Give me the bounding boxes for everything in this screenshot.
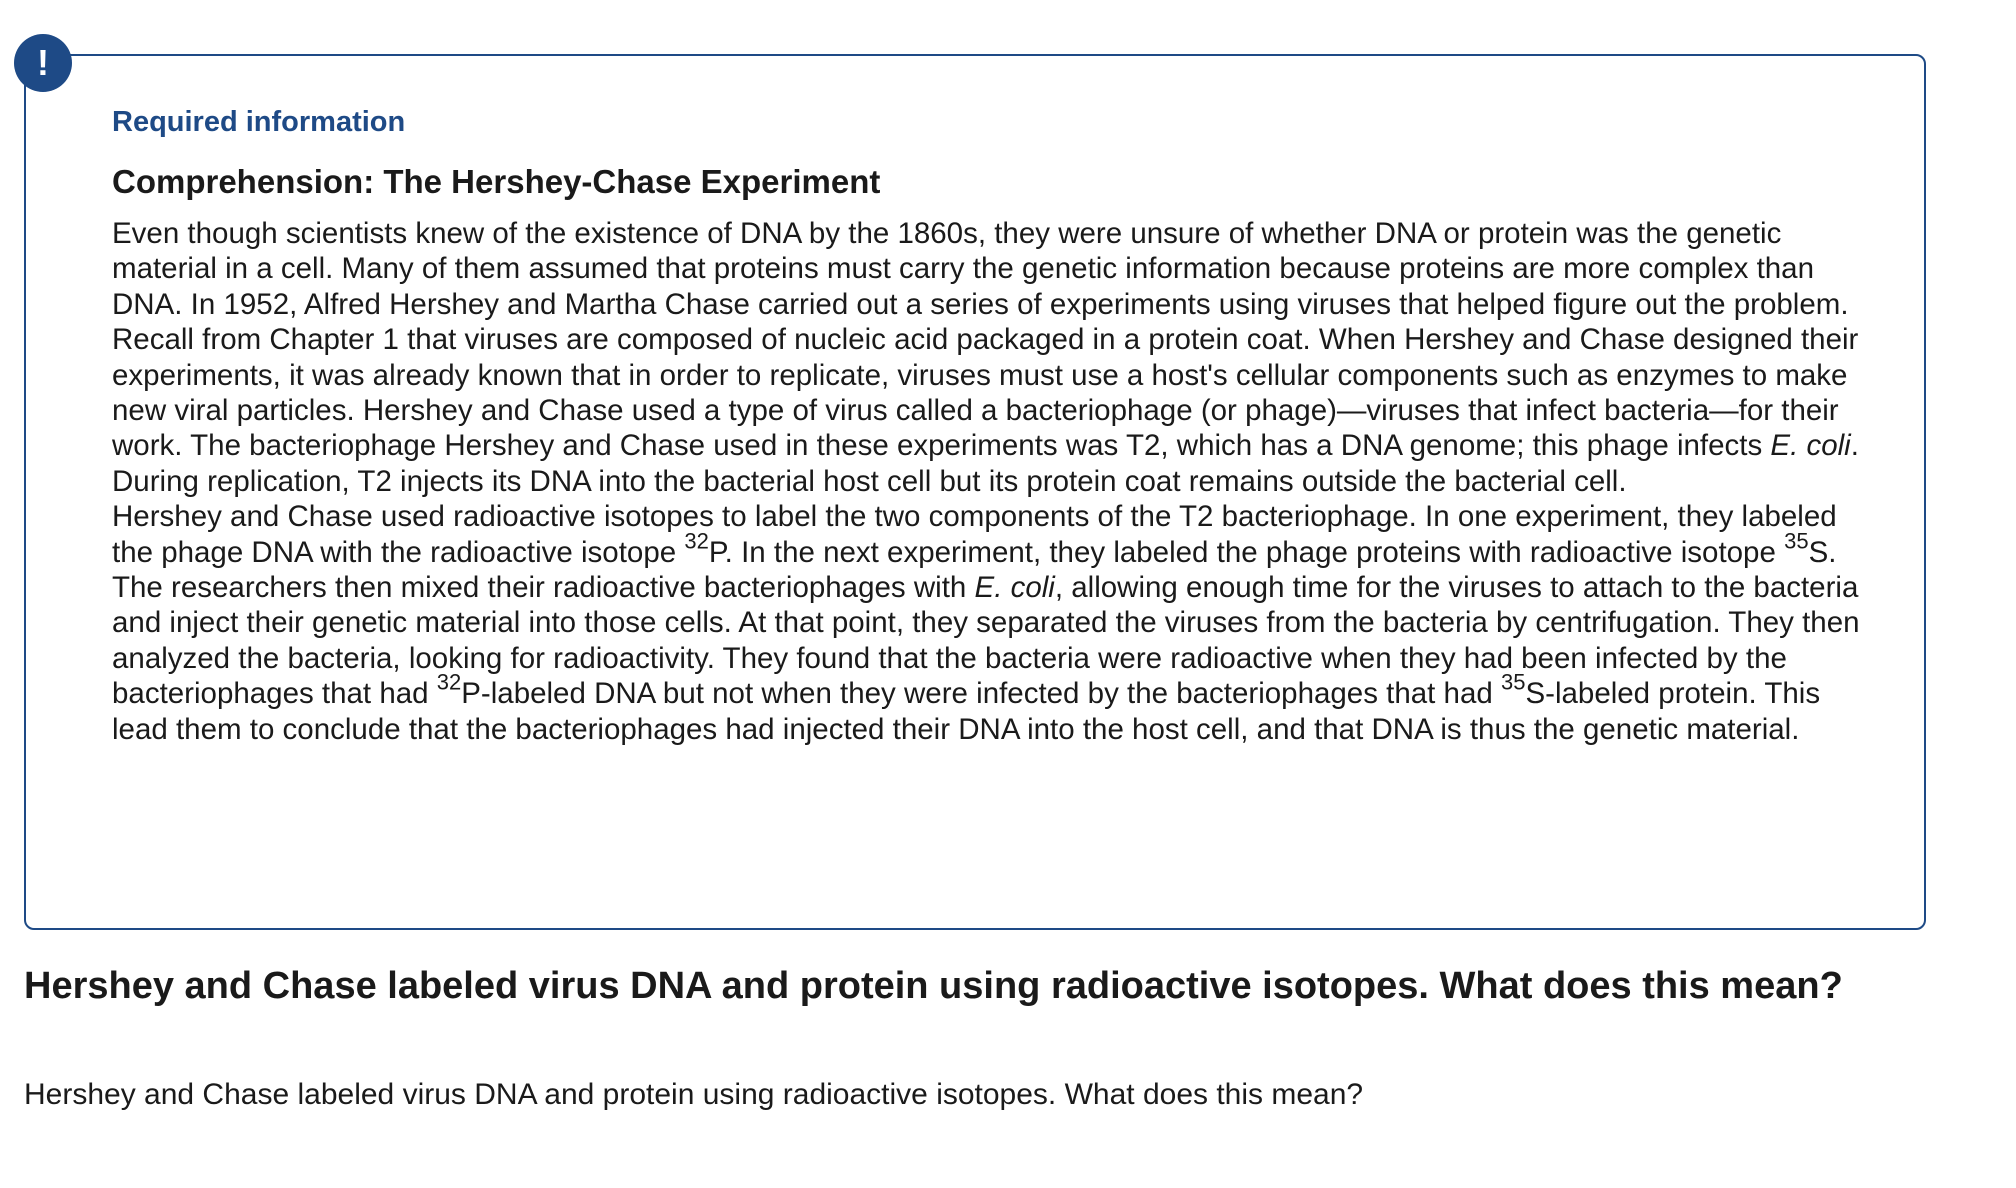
comprehension-title: Comprehension: The Hershey-Chase Experiment bbox=[112, 163, 881, 200]
required-information-box bbox=[24, 54, 1926, 930]
passage-text: S. The researchers then mixed their radioactive bacteriophages with bbox=[112, 535, 1837, 605]
isotope-superscript: 35 bbox=[1784, 528, 1809, 554]
isotope-superscript: 35 bbox=[1500, 669, 1526, 695]
isotope-superscript: 32 bbox=[436, 669, 462, 695]
passage-text: . During replication, T2 injects its DNA into the bacterial host cell but its protein coat remains outside the bacterial cell. bbox=[112, 429, 1859, 498]
passage-text: P-labeled DNA but not when they were infected by the bacteriophages that had bbox=[461, 677, 1501, 711]
passage-paragraph-2 bbox=[112, 499, 1872, 747]
passage-paragraph-1 bbox=[112, 216, 1872, 499]
species-name: E. coli bbox=[1770, 429, 1851, 463]
passage-text: , allowing enough time for the viruses to attach to the bacteria and inject their genetic material into those cells. At that point, they separated the viruses from the bacteria by centrifugation. They then analyzed the bacteria, looking for radioactivity. They found that the bacteria were radioactive when they had been infected by the bacteriophages that had bbox=[112, 571, 1860, 711]
passage-text: Hershey and Chase used radioactive isotopes to label the two components of the T2 bacteriophage. In one experiment, they labeled the phage DNA with the radioactive isotope bbox=[112, 500, 1837, 569]
passage-text: Even though scientists knew of the existence of DNA by the 1860s, they were unsure of whether DNA or protein was the genetic material in a cell. Many of them assumed that proteins must carry the genetic information because proteins are more complex than DNA. In 1952, Alfred Hershey and Martha Chase carried out a series of experiments using viruses that helped figure out the problem. Recall from Chapter 1 that viruses are composed of nucleic acid packaged in a protein coat. When Hershey and Chase designed their experiments, it was already known that in order to replicate, viruses must use a host's cellular components such as enzymes to make new viral particles. Hershey and Chase used a type of virus called a bacteriophage (or phage)—viruses that infect bacteria—for their work. The bacteriophage Hershey and Chase used in these experiments was T2, which has a DNA genome; this phage infects bbox=[112, 217, 1859, 463]
passage-text: P. In the next experiment, they labeled the phage proteins with radioactive isotope bbox=[708, 535, 1785, 569]
question-text: Hershey and Chase labeled virus DNA and protein using radioactive isotopes. What does this mean? bbox=[24, 1078, 1364, 1111]
exclamation-icon: ! bbox=[14, 34, 72, 92]
info-content bbox=[112, 104, 1872, 747]
isotope-superscript: 32 bbox=[684, 528, 709, 554]
required-information-label: Required information bbox=[112, 106, 406, 138]
species-name: E. coli bbox=[974, 571, 1055, 605]
passage-text: S-labeled protein. This lead them to conclude that the bacteriophages had injected their DNA into the host cell, and that DNA is thus the genetic material. bbox=[112, 677, 1821, 746]
question-heading: Hershey and Chase labeled virus DNA and protein using radioactive isotopes. What does this mean? bbox=[24, 965, 1843, 1007]
